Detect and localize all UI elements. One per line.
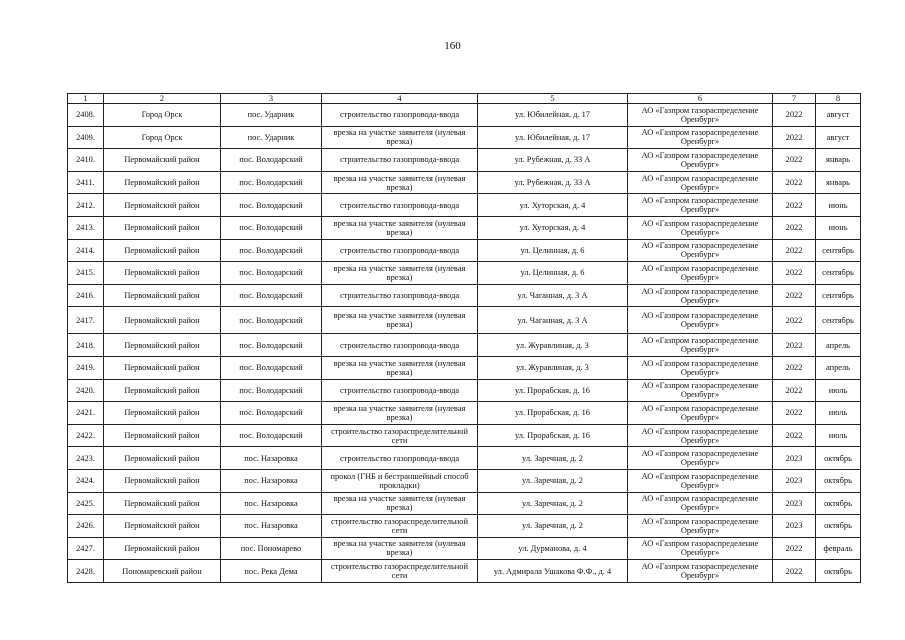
- year-cell: 2022: [773, 149, 816, 172]
- column-number-header: 1: [68, 94, 104, 104]
- year-cell: 2022: [773, 424, 816, 447]
- organization-cell: АО «Газпром газораспределение Оренбург»: [628, 194, 773, 217]
- organization-cell: АО «Газпром газораспределение Оренбург»: [628, 469, 773, 492]
- month-cell: сентябрь: [816, 284, 861, 307]
- year-cell: 2022: [773, 334, 816, 357]
- address-cell: ул. Дурманова, д. 4: [478, 537, 628, 560]
- table-row: [68, 402, 861, 425]
- district-cell: Первомайский район: [104, 171, 221, 194]
- month-cell: июнь: [816, 194, 861, 217]
- year-cell: 2022: [773, 194, 816, 217]
- settlement-cell: пос. Володарский: [221, 262, 322, 285]
- row-number-cell: 2409.: [68, 126, 104, 149]
- address-cell: ул. Журавлиная, д. 3: [478, 334, 628, 357]
- organization-cell: АО «Газпром газораспределение Оренбург»: [628, 515, 773, 538]
- column-number-header: 3: [221, 94, 322, 104]
- table-row: [68, 262, 861, 285]
- work-type-cell: врезка на участке заявителя (нулевая врезка): [322, 307, 478, 334]
- organization-cell: АО «Газпром газораспределение Оренбург»: [628, 216, 773, 239]
- district-cell: Первомайский район: [104, 447, 221, 470]
- district-cell: Пономаревский район: [104, 560, 221, 583]
- settlement-cell: пос. Володарский: [221, 356, 322, 379]
- work-type-cell: строительство газопровода-ввода: [322, 284, 478, 307]
- year-cell: 2022: [773, 560, 816, 583]
- district-cell: Первомайский район: [104, 216, 221, 239]
- year-cell: 2023: [773, 469, 816, 492]
- row-number-cell: 2419.: [68, 356, 104, 379]
- settlement-cell: пос. Володарский: [221, 284, 322, 307]
- address-cell: ул. Прорабская, д. 16: [478, 402, 628, 425]
- organization-cell: АО «Газпром газораспределение Оренбург»: [628, 104, 773, 127]
- year-cell: 2022: [773, 379, 816, 402]
- work-type-cell: врезка на участке заявителя (нулевая врезка): [322, 537, 478, 560]
- work-type-cell: строительство газопровода-ввода: [322, 239, 478, 262]
- organization-cell: АО «Газпром газораспределение Оренбург»: [628, 149, 773, 172]
- organization-cell: АО «Газпром газораспределение Оренбург»: [628, 126, 773, 149]
- address-cell: ул. Рубежная, д. 33 А: [478, 171, 628, 194]
- address-cell: ул. Заречная, д. 2: [478, 469, 628, 492]
- row-number-cell: 2416.: [68, 284, 104, 307]
- month-cell: июль: [816, 402, 861, 425]
- row-number-cell: 2417.: [68, 307, 104, 334]
- settlement-cell: пос. Володарский: [221, 216, 322, 239]
- table-row: [68, 216, 861, 239]
- year-cell: 2022: [773, 216, 816, 239]
- district-cell: Город Орск: [104, 126, 221, 149]
- work-type-cell: врезка на участке заявителя (нулевая врезка): [322, 126, 478, 149]
- address-cell: ул. Юбилейная, д. 17: [478, 126, 628, 149]
- district-cell: Первомайский район: [104, 334, 221, 357]
- work-type-cell: строительство газопровода-ввода: [322, 379, 478, 402]
- work-type-cell: строительство газораспределительной сети: [322, 515, 478, 538]
- table-row: [68, 447, 861, 470]
- month-cell: июль: [816, 379, 861, 402]
- district-cell: Первомайский район: [104, 239, 221, 262]
- district-cell: Первомайский район: [104, 149, 221, 172]
- district-cell: Первомайский район: [104, 262, 221, 285]
- address-cell: ул. Заречная, д. 2: [478, 492, 628, 515]
- address-cell: ул. Рубежная, д. 33 А: [478, 149, 628, 172]
- month-cell: сентябрь: [816, 307, 861, 334]
- year-cell: 2023: [773, 515, 816, 538]
- row-number-cell: 2421.: [68, 402, 104, 425]
- table-row: [68, 284, 861, 307]
- year-cell: 2022: [773, 537, 816, 560]
- settlement-cell: пос. Володарский: [221, 307, 322, 334]
- work-type-cell: строительство газопровода-ввода: [322, 334, 478, 357]
- work-type-cell: строительство газораспределительной сети: [322, 560, 478, 583]
- settlement-cell: пос. Река Дема: [221, 560, 322, 583]
- year-cell: 2023: [773, 492, 816, 515]
- settlement-cell: пос. Назаровка: [221, 492, 322, 515]
- district-cell: Первомайский район: [104, 284, 221, 307]
- table-row: [68, 492, 861, 515]
- work-type-cell: строительство газопровода-ввода: [322, 149, 478, 172]
- district-cell: Первомайский район: [104, 402, 221, 425]
- work-type-cell: врезка на участке заявителя (нулевая врезка): [322, 216, 478, 239]
- month-cell: июнь: [816, 216, 861, 239]
- address-cell: ул. Прорабская, д. 16: [478, 424, 628, 447]
- organization-cell: АО «Газпром газораспределение Оренбург»: [628, 537, 773, 560]
- year-cell: 2022: [773, 104, 816, 127]
- month-cell: сентябрь: [816, 262, 861, 285]
- work-type-cell: строительство газопровода-ввода: [322, 447, 478, 470]
- settlement-cell: пос. Назаровка: [221, 515, 322, 538]
- table-row: [68, 515, 861, 538]
- table-row: [68, 149, 861, 172]
- row-number-cell: 2414.: [68, 239, 104, 262]
- row-number-cell: 2427.: [68, 537, 104, 560]
- work-type-cell: врезка на участке заявителя (нулевая врезка): [322, 356, 478, 379]
- column-number-header: 5: [478, 94, 628, 104]
- column-number-header: 6: [628, 94, 773, 104]
- row-number-cell: 2422.: [68, 424, 104, 447]
- gas-connection-table: [67, 93, 861, 583]
- district-cell: Первомайский район: [104, 469, 221, 492]
- address-cell: ул. Целинная, д. 6: [478, 262, 628, 285]
- row-number-cell: 2413.: [68, 216, 104, 239]
- column-number-header: 4: [322, 94, 478, 104]
- month-cell: сентябрь: [816, 239, 861, 262]
- organization-cell: АО «Газпром газораспределение Оренбург»: [628, 447, 773, 470]
- column-number-header-row: [68, 94, 861, 104]
- district-cell: Первомайский район: [104, 537, 221, 560]
- month-cell: октябрь: [816, 560, 861, 583]
- month-cell: апрель: [816, 334, 861, 357]
- organization-cell: АО «Газпром газораспределение Оренбург»: [628, 379, 773, 402]
- address-cell: ул. Журавлиная, д. 3: [478, 356, 628, 379]
- table-row: [68, 104, 861, 127]
- work-type-cell: врезка на участке заявителя (нулевая врезка): [322, 262, 478, 285]
- page-number: 160: [444, 40, 461, 52]
- row-number-cell: 2411.: [68, 171, 104, 194]
- organization-cell: АО «Газпром газораспределение Оренбург»: [628, 402, 773, 425]
- column-number-header: 7: [773, 94, 816, 104]
- year-cell: 2022: [773, 171, 816, 194]
- address-cell: ул. Заречная, д. 2: [478, 447, 628, 470]
- organization-cell: АО «Газпром газораспределение Оренбург»: [628, 356, 773, 379]
- year-cell: 2022: [773, 284, 816, 307]
- settlement-cell: пос. Ударник: [221, 104, 322, 127]
- organization-cell: АО «Газпром газораспределение Оренбург»: [628, 284, 773, 307]
- table-row: [68, 194, 861, 217]
- table-row: [68, 537, 861, 560]
- settlement-cell: пос. Володарский: [221, 334, 322, 357]
- table-row: [68, 379, 861, 402]
- year-cell: 2022: [773, 307, 816, 334]
- row-number-cell: 2415.: [68, 262, 104, 285]
- settlement-cell: пос. Володарский: [221, 194, 322, 217]
- district-cell: Первомайский район: [104, 492, 221, 515]
- row-number-cell: 2424.: [68, 469, 104, 492]
- district-cell: Первомайский район: [104, 379, 221, 402]
- work-type-cell: прокол (ГНБ и бестраншейный способ прокладки): [322, 469, 478, 492]
- row-number-cell: 2410.: [68, 149, 104, 172]
- work-type-cell: строительство газораспределительной сети: [322, 424, 478, 447]
- month-cell: январь: [816, 149, 861, 172]
- column-number-header: 2: [104, 94, 221, 104]
- row-number-cell: 2408.: [68, 104, 104, 127]
- district-cell: Первомайский район: [104, 194, 221, 217]
- table-row: [68, 171, 861, 194]
- settlement-cell: пос. Назаровка: [221, 447, 322, 470]
- settlement-cell: пос. Назаровка: [221, 469, 322, 492]
- settlement-cell: пос. Володарский: [221, 379, 322, 402]
- table-row: [68, 424, 861, 447]
- year-cell: 2022: [773, 356, 816, 379]
- column-number-header: 8: [816, 94, 861, 104]
- address-cell: ул. Хуторская, д. 4: [478, 216, 628, 239]
- work-type-cell: строительство газопровода-ввода: [322, 104, 478, 127]
- year-cell: 2022: [773, 239, 816, 262]
- row-number-cell: 2420.: [68, 379, 104, 402]
- organization-cell: АО «Газпром газораспределение Оренбург»: [628, 307, 773, 334]
- month-cell: октябрь: [816, 469, 861, 492]
- settlement-cell: пос. Володарский: [221, 149, 322, 172]
- month-cell: февраль: [816, 537, 861, 560]
- table-row: [68, 307, 861, 334]
- district-cell: Первомайский район: [104, 356, 221, 379]
- address-cell: ул. Прорабская, д. 16: [478, 379, 628, 402]
- organization-cell: АО «Газпром газораспределение Оренбург»: [628, 424, 773, 447]
- year-cell: 2022: [773, 126, 816, 149]
- year-cell: 2022: [773, 402, 816, 425]
- settlement-cell: пос. Пономарево: [221, 537, 322, 560]
- district-cell: Город Орск: [104, 104, 221, 127]
- month-cell: июль: [816, 424, 861, 447]
- table-row: [68, 560, 861, 583]
- address-cell: ул. Адмирала Ушакова Ф.Ф., д. 4: [478, 560, 628, 583]
- district-cell: Первомайский район: [104, 424, 221, 447]
- settlement-cell: пос. Володарский: [221, 424, 322, 447]
- month-cell: август: [816, 104, 861, 127]
- table-row: [68, 126, 861, 149]
- address-cell: ул. Чаганная, д. 3 А: [478, 307, 628, 334]
- month-cell: апрель: [816, 356, 861, 379]
- month-cell: август: [816, 126, 861, 149]
- row-number-cell: 2428.: [68, 560, 104, 583]
- work-type-cell: врезка на участке заявителя (нулевая врезка): [322, 171, 478, 194]
- address-cell: ул. Целинная, д. 6: [478, 239, 628, 262]
- row-number-cell: 2412.: [68, 194, 104, 217]
- district-cell: Первомайский район: [104, 307, 221, 334]
- work-type-cell: врезка на участке заявителя (нулевая врезка): [322, 402, 478, 425]
- address-cell: ул. Чаганная, д. 3 А: [478, 284, 628, 307]
- address-cell: ул. Юбилейная, д. 17: [478, 104, 628, 127]
- table-row: [68, 334, 861, 357]
- month-cell: октябрь: [816, 492, 861, 515]
- organization-cell: АО «Газпром газораспределение Оренбург»: [628, 334, 773, 357]
- month-cell: январь: [816, 171, 861, 194]
- organization-cell: АО «Газпром газораспределение Оренбург»: [628, 492, 773, 515]
- organization-cell: АО «Газпром газораспределение Оренбург»: [628, 171, 773, 194]
- year-cell: 2023: [773, 447, 816, 470]
- address-cell: ул. Хуторская, д. 4: [478, 194, 628, 217]
- work-type-cell: строительство газопровода-ввода: [322, 194, 478, 217]
- organization-cell: АО «Газпром газораспределение Оренбург»: [628, 262, 773, 285]
- work-type-cell: врезка на участке заявителя (нулевая врезка): [322, 492, 478, 515]
- organization-cell: АО «Газпром газораспределение Оренбург»: [628, 239, 773, 262]
- table-row: [68, 469, 861, 492]
- table-row: [68, 356, 861, 379]
- settlement-cell: пос. Володарский: [221, 402, 322, 425]
- row-number-cell: 2425.: [68, 492, 104, 515]
- month-cell: октябрь: [816, 447, 861, 470]
- row-number-cell: 2418.: [68, 334, 104, 357]
- settlement-cell: пос. Володарский: [221, 171, 322, 194]
- month-cell: октябрь: [816, 515, 861, 538]
- address-cell: ул. Заречная, д. 2: [478, 515, 628, 538]
- row-number-cell: 2423.: [68, 447, 104, 470]
- settlement-cell: пос. Ударник: [221, 126, 322, 149]
- table-row: [68, 239, 861, 262]
- row-number-cell: 2426.: [68, 515, 104, 538]
- organization-cell: АО «Газпром газораспределение Оренбург»: [628, 560, 773, 583]
- district-cell: Первомайский район: [104, 515, 221, 538]
- year-cell: 2022: [773, 262, 816, 285]
- settlement-cell: пос. Володарский: [221, 239, 322, 262]
